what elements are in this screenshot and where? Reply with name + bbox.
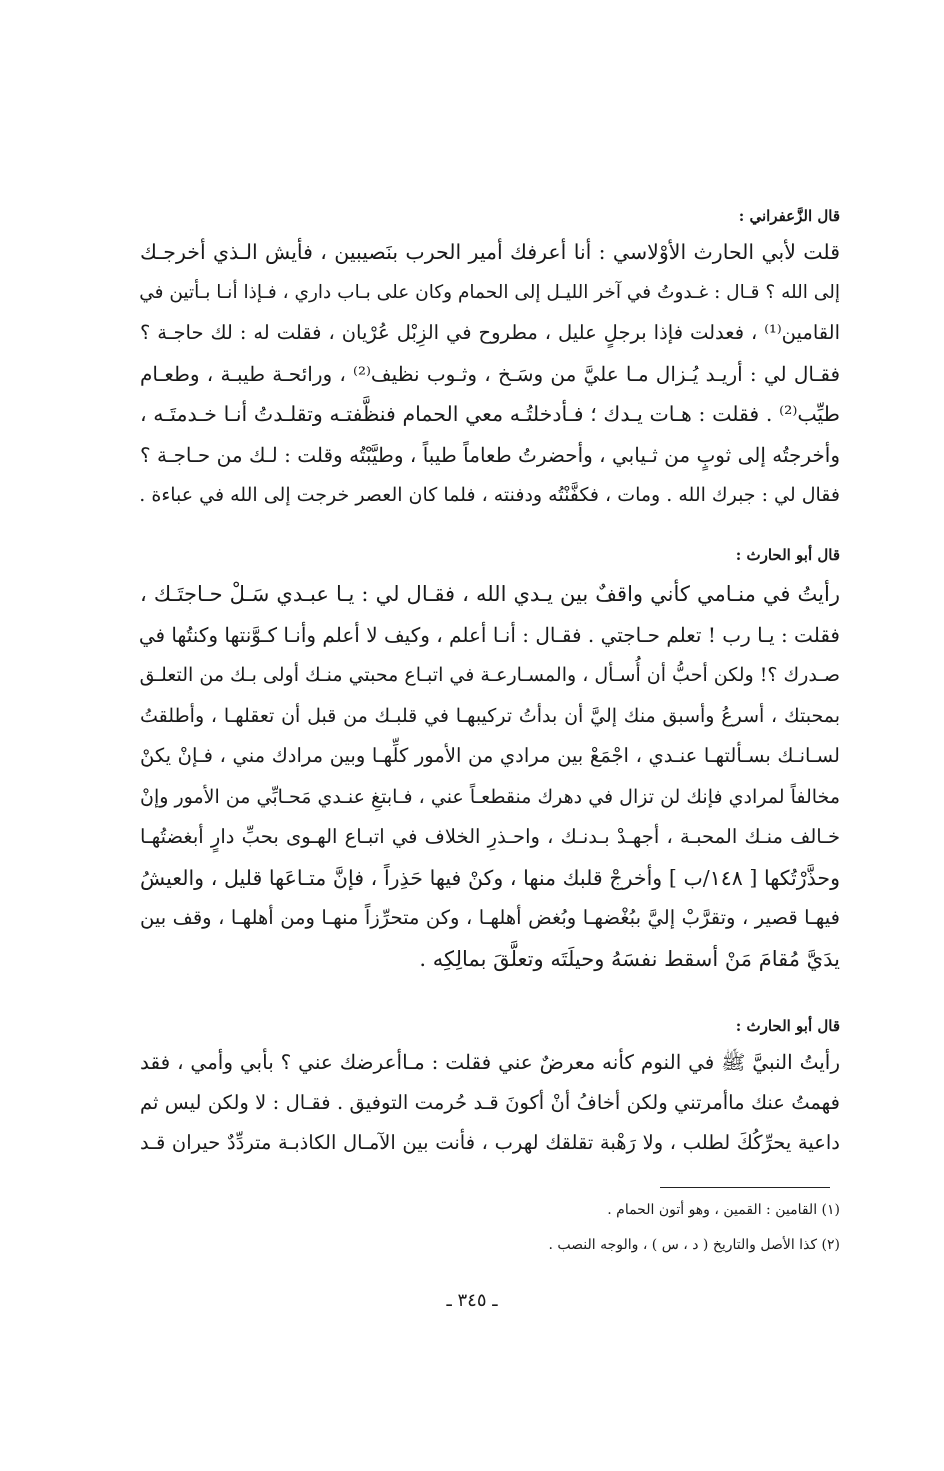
page-number: ـ ٣٤٥ ـ [446,1290,498,1311]
section-zafarani-body [140,232,840,516]
section-abu-harith-dream [140,544,840,566]
text-line: فهمتُ عنك ماأمرتني ولكن أخافُ أنْ أكونَ قـد حُرمت التوفيق . فقـال : لا ولكن ليس ثم [140,1090,840,1114]
text-line: داعية يحرِّكُكَ لطلب ، ولا رَهْبة تقلقك لهرب ، فأنت بين الآمـال الكاذبـة متردِّدٌ حيران قـد [140,1131,840,1154]
text-line: مخالفاً لمرادي فإنك لن تزال في دهرك منقطعـاً عني ، فـابتغِ عنـدي مَحـابِّي من الأمور وإنْ [140,785,840,808]
text-line: قلت لأبي الحارث الأوْلاسي : أنا أعرفك أمير الحرب بنَصيبين ، فأيش الـذي أخرجـك [140,240,840,264]
text-line: وأخرجتُه إلى ثوبٍ من ثـيابي ، وأحضرتُ طعاماً طيباً ، وطيَّبْتُه وقلت : لـك من حـاجـة ؟ [140,442,840,467]
section-heading: قال أبو الحارث : [735,1017,840,1035]
text-line: فقـال لي : أريـد يُـزال مـا عليَّ من وسَـخ ، وثـوب نظيف⁽²⁾ ، ورائحـة طيبـة ، وطعـام [140,361,841,386]
text-line: يدَيَّ مُقامَ مَنْ أسقط نفسَهُ وحيلَتَه وتعلَّقَ بمالِكِه . [419,946,840,971]
text-line: طيِّب⁽²⁾ . فقلت : هـات يـدك ؛ فـأدخلتُـه معي الحمام فنظَّفتـه وتقلـدتُ أنـا خـدمتَـه ، [140,402,840,426]
text-line: رأيتُ في منـامي كأني واقفٌ بين يـدي الله ، فقـال لي : يـا عبـدي سَـلْ حـاجتَـك ، [140,582,840,606]
footnote-2: (٢) كذا الأصل والتاريخ ( د ، س ) ، والوجه النصب . [548,1237,840,1253]
text-line: فقال لي : جبرك الله . ومات ، فكفَّنْتُه ودفنته ، فلما كان العصر خرجت إلى الله في عباءة . [139,484,840,506]
text-line: القامين⁽¹⁾ ، فعدلت فإذا برجلٍ عليل ، مطروح في الزِبْل عُرْيان ، فقلت له : لك حاجـة ؟ [140,321,840,344]
section-abu-harith-prophet [140,1015,840,1037]
text-line: بمحبتك ، أسرعُ وأسبق منك إليَّ أن بدأتُ تركيبهـا في قلبـك من قبل أن تعقلهـا ، وأطلقتُ [140,704,840,727]
text-line: صـدرك ؟! ولكن أحبُّ أن أُسـأل ، والمسـارعـة في اتبـاع محبتي منـك أولى بـك من التعلـق [139,664,840,686]
text-line: لسـانـك بسـألتهـا عنـدي ، اجْمَعْ بين مرادي من الأمور كلِّهـا وبين مرادك مني ، فـإنْ يكنْ [140,744,840,767]
text-line: خـالف منـك المحبـة ، أجهـدْ بـدنـك ، واحـذرِ الخلاف في اتبـاع الهـوى بحبِّ دارٍ أبغضتُهـا [140,825,840,848]
text-line: إلى الله ؟ قـال : غـدوتُ في آخر الليـل إلى الحمام وكان على بـاب داري ، فـإذا أنـا بـأتين في [139,281,840,303]
section-zafarani [140,205,840,227]
section-abu-harith-prophet-body [140,1042,840,1164]
text-line: وحذَّرْتُكها [ ١٤٨/ب ] وأخرجْ قلبك منها ، وكنْ فيها حَذِراً ، فإنَّ متـاعَها قليل ، والعيشُ [140,865,840,890]
text-line: رأيتُ النبيَّ ﷺ في النوم كأنه معرضٌ عني فقلت : مـاأعرضك عني ؟ بأبي وأمي ، فقد [140,1050,840,1074]
text-line: فقلت : يـا رب ! تعلم حـاجتي . فقـال : أنـا أعلم ، وكيف لا أعلم وأنـا كـوَّنتها وكنتُها في [138,622,840,647]
section-heading: قال الزَّعفراني : [738,207,840,225]
section-heading: قال أبو الحارث : [735,546,840,564]
section-abu-harith-dream-body [140,574,840,979]
footnote-1: (١) القامين : القمين ، وهو أتون الحمام . [607,1202,840,1218]
footnote-divider [660,1187,830,1188]
text-line: فيهـا قصير ، وتقرَّبْ إليَّ ببُغْضهـا وبُغض أهلهـا ، وكن متحرِّزاً منهـا ومن أهلهـا ، وقف بين [140,906,840,929]
